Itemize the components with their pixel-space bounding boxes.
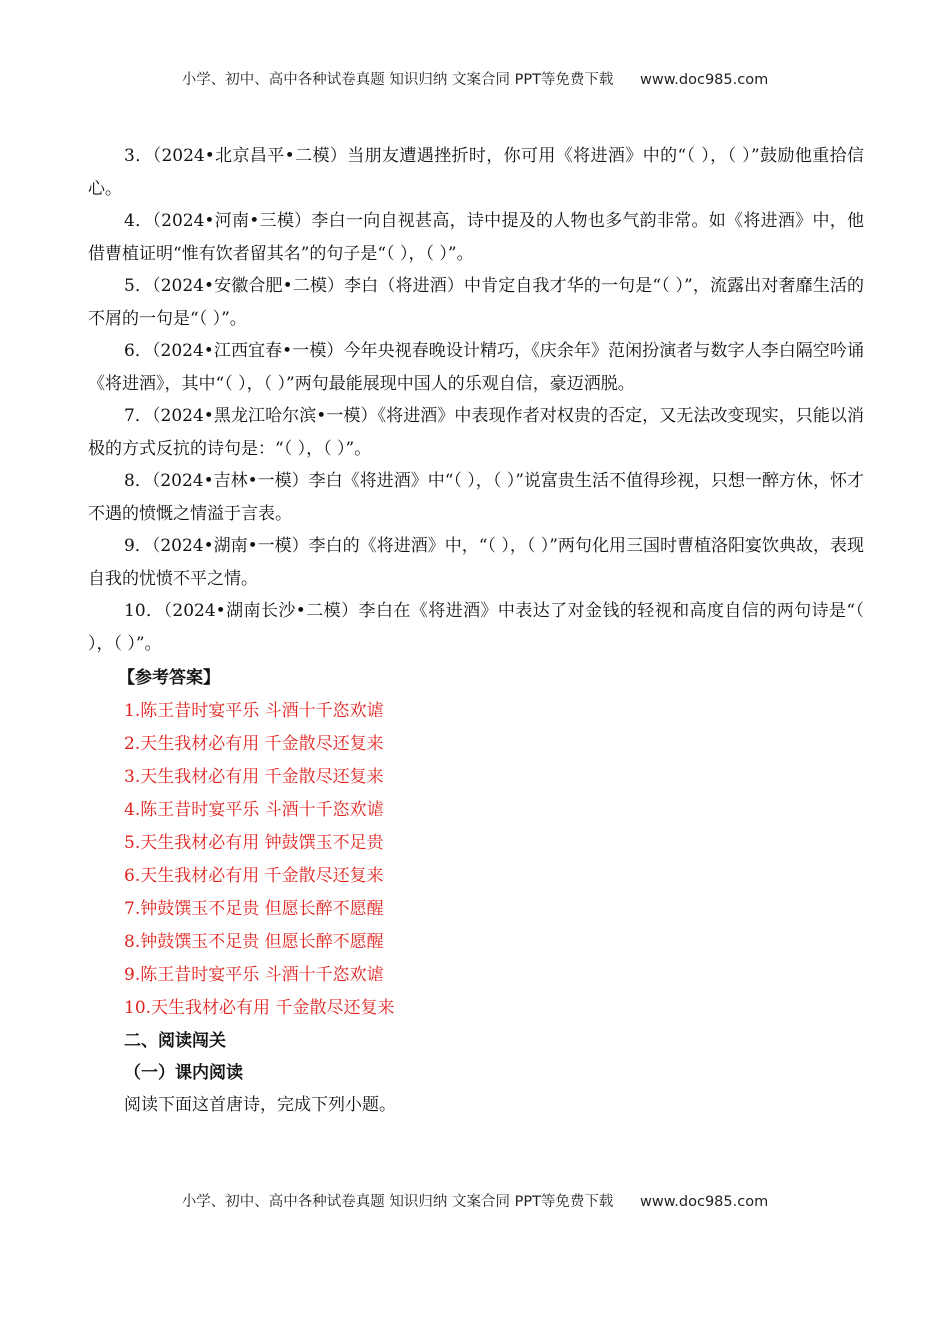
answer-item: 2.天生我材必有用 千金散尽还复来 bbox=[124, 734, 384, 754]
header-site-link[interactable]: www.doc985.com bbox=[640, 72, 769, 88]
answer-item: 9.陈王昔时宴平乐 斗酒十千恣欢谑 bbox=[124, 965, 384, 985]
question-4: 4．（2024•河南•三模）李白一向自视甚高，诗中提及的人物也多气韵非常。如《将进酒》中，他借曹植证明“惟有饮者留其名”的句子是“（ ），（ ）”。 bbox=[88, 211, 864, 264]
answer-key-title: 【参考答案】 bbox=[118, 668, 220, 688]
page-header bbox=[0, 68, 950, 89]
section-intro: 阅读下面这首唐诗，完成下列小题。 bbox=[124, 1095, 396, 1115]
answer-item: 4.陈王昔时宴平乐 斗酒十千恣欢谑 bbox=[124, 800, 384, 820]
footer-site-link[interactable]: www.doc985.com bbox=[640, 1194, 769, 1210]
question-6: 6．（2024•江西宜春•一模）今年央视春晚设计精巧，《庆余年》范闲扮演者与数字人李白隔空吟诵《将进酒》，其中“（ ），（ ）”两句最能展现中国人的乐观自信，豪迈洒脱。 bbox=[88, 341, 864, 394]
page-footer bbox=[0, 1190, 950, 1211]
answer-item: 6.天生我材必有用 千金散尽还复来 bbox=[124, 866, 384, 886]
question-10: 10．（2024•湖南长沙•二模）李白在《将进酒》中表达了对金钱的轻视和高度自信的两句诗是“（ ），（ ）”。 bbox=[88, 601, 864, 654]
section-subtitle: （一）课内阅读 bbox=[124, 1063, 243, 1083]
document-body bbox=[88, 140, 864, 1121]
answer-item: 8.钟鼓馔玉不足贵 但愿长醉不愿醒 bbox=[124, 932, 384, 952]
question-5: 5．（2024•安徽合肥•二模）李白（将进酒）中肯定自我才华的一句是“（ ）”，流露出对奢靡生活的不屑的一句是“（ ）”。 bbox=[88, 276, 864, 329]
question-9: 9．（2024•湖南•一模）李白的《将进酒》中，“（ ），（ ）”两句化用三国时曹植洛阳宴饮典故，表现自我的忧愤不平之情。 bbox=[88, 536, 864, 589]
question-7: 7．（2024•黑龙江哈尔滨•一模）《将进酒》中表现作者对权贵的否定，又无法改变现实，只能以消极的方式反抗的诗句是：“（ ），（ ）”。 bbox=[88, 406, 864, 459]
answer-item: 1.陈王昔时宴平乐 斗酒十千恣欢谑 bbox=[124, 701, 384, 721]
answer-item: 10.天生我材必有用 千金散尽还复来 bbox=[124, 998, 395, 1018]
answer-item: 7.钟鼓馔玉不足贵 但愿长醉不愿醒 bbox=[124, 899, 384, 919]
question-3: 3．（2024•北京昌平•二模）当朋友遭遇挫折时，你可用《将进酒》中的“（ ），（ ）”鼓励他重拾信心。 bbox=[88, 146, 864, 199]
answer-item: 3.天生我材必有用 千金散尽还复来 bbox=[124, 767, 384, 787]
header-text: 小学、初中、高中各种试卷真题 知识归纳 文案合同 PPT等免费下载 bbox=[181, 72, 614, 88]
question-8: 8．（2024•吉林•一模）李白《将进酒》中“（ ），（ ）”说富贵生活不值得珍视，只想一醉方休，怀才不遇的愤慨之情溢于言表。 bbox=[88, 471, 864, 524]
answer-item: 5.天生我材必有用 钟鼓馔玉不足贵 bbox=[124, 833, 384, 853]
footer-text: 小学、初中、高中各种试卷真题 知识归纳 文案合同 PPT等免费下载 bbox=[181, 1194, 614, 1210]
section-title: 二、阅读闯关 bbox=[124, 1031, 226, 1051]
answer-key bbox=[88, 662, 864, 1025]
